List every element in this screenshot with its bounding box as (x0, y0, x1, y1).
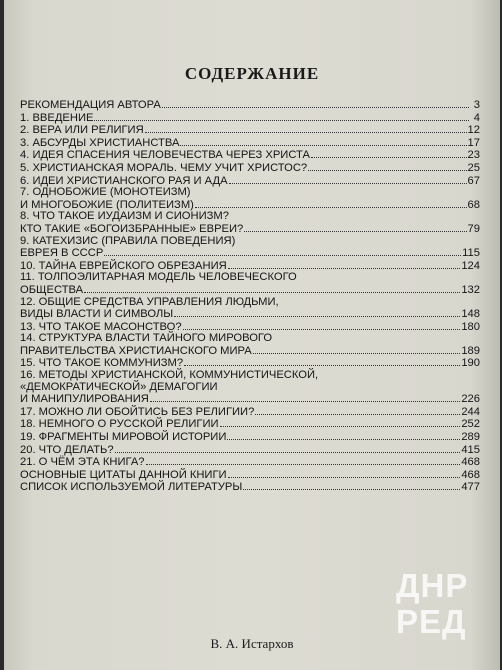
toc-entry-text: 16. МЕТОДЫ ХРИСТИАНСКОЙ, КОММУНИСТИЧЕСКОЙ, (20, 369, 319, 382)
toc-entry (20, 370, 480, 406)
toc-page-number: 415 (461, 443, 480, 456)
toc-page-number: 115 (462, 247, 480, 260)
toc-page-number: 180 (461, 320, 480, 333)
toc-page-number: 468 (461, 468, 480, 481)
dot-leader (94, 112, 469, 121)
toc-entry-text: РЕКОМЕНДАЦИЯ АВТОРА (20, 99, 161, 111)
toc-page-number: 252 (461, 418, 480, 431)
toc-entry-text: 10. ТАЙНА ЕВРЕЙСКОГО ОБРЕЗАНИЯ (20, 259, 227, 272)
toc-entry-text: 1. ВВЕДЕНИЕ (20, 111, 94, 124)
dot-leader (174, 308, 460, 317)
toc-entry-text: 5. ХРИСТИАНСКАЯ МОРАЛЬ. ЧЕМУ УЧИТ ХРИСТОС? (20, 161, 308, 174)
toc-entry-text: 12. ОБЩИЕ СРЕДСТВА УПРАВЛЕНИЯ ЛЮДЬМИ, (20, 295, 279, 308)
toc-entry-text: 6. ИДЕИ ХРИСТИАНСКОГО РАЯ И АДА (20, 174, 228, 187)
toc-entry (20, 406, 480, 419)
toc-entry-text: 9. КАТЕХИЗИС (ПРАВИЛА ПОВЕДЕНИЯ) (20, 234, 236, 247)
toc-entry (20, 236, 480, 260)
dot-leader (220, 418, 461, 427)
toc-entry-text: 4. ИДЕЯ СПАСЕНИЯ ЧЕЛОВЕЧЕСТВА ЧЕРЕЗ ХРИСТА (20, 149, 310, 162)
toc-entry-text: 11. ТОЛПОЭЛИТАРНАЯ МОДЕЛЬ ЧЕЛОВЕЧЕСКОГО (20, 271, 297, 284)
toc-entry-text: 20. ЧТО ДЕЛАТЬ? (20, 443, 114, 456)
toc-entry-text: ПРАВИТЕЛЬСТВА ХРИСТИАНСКОГО МИРА (20, 344, 252, 357)
toc-entry-text: ВИДЫ ВЛАСТИ И СИМВОЛЫ (20, 308, 174, 321)
toc-entry (20, 333, 480, 357)
toc-entry-text: 17. МОЖНО ЛИ ОБОЙТИСЬ БЕЗ РЕЛИГИИ? (20, 405, 255, 418)
toc-entry-text: 3. АБСУРДЫ ХРИСТИАНСТВА (20, 136, 180, 149)
toc-page-number: 68 (467, 198, 480, 211)
toc-page-number: 132 (461, 283, 480, 296)
author-name: В. А. Истархов (210, 636, 294, 651)
dot-leader (84, 284, 460, 293)
toc-entry (20, 137, 480, 150)
toc-page-number: 190 (461, 357, 480, 370)
toc-entry (20, 469, 480, 482)
toc-entry (20, 211, 480, 235)
toc-entry (20, 481, 480, 494)
toc-page-number: 148 (461, 308, 480, 321)
dot-leader (145, 124, 467, 133)
toc-entry (20, 187, 480, 211)
toc-page-number: 244 (461, 405, 480, 418)
toc-entry (20, 431, 480, 444)
toc-entry-text: «ДЕМОКРАТИЧЕСКОЙ» ДЕМАГОГИИ (20, 380, 218, 393)
dot-leader (150, 393, 460, 402)
toc-page-number: 12 (467, 124, 480, 137)
toc-page-number: 289 (461, 431, 480, 444)
toc-page-number: 3 (473, 99, 480, 111)
dot-leader (253, 345, 461, 354)
dot-leader (104, 247, 461, 256)
toc-entry (20, 112, 480, 125)
toc-entry-text: КТО ТАКИЕ «БОГОИЗБРАННЫЕ» ЕВРЕИ? (20, 222, 244, 235)
dot-leader (228, 469, 461, 478)
toc-page-number: 477 (461, 481, 480, 494)
toc-page-number: 4 (473, 111, 480, 124)
toc-page-number: 189 (461, 344, 480, 357)
dot-leader (180, 137, 466, 146)
toc-entry-text: 8. ЧТО ТАКОЕ ИУДАИЗМ И СИОНИЗМ? (20, 210, 229, 223)
toc-entry (20, 149, 480, 162)
book-page (4, 0, 500, 670)
toc-page-number: 23 (467, 149, 480, 162)
dot-leader (146, 456, 461, 465)
toc-entry-text: 14. СТРУКТУРА ВЛАСТИ ТАЙНОГО МИРОВОГО (20, 332, 273, 345)
toc-entry-text: СПИСОК ИСПОЛЬЗУЕМОЙ ЛИТЕРАТУРЫ (20, 481, 243, 494)
dot-leader (115, 444, 461, 453)
toc-entry-text: 21. О ЧЁМ ЭТА КНИГА? (20, 456, 145, 469)
page-title: СОДЕРЖАНИЕ (184, 64, 320, 83)
toc-entry-text: 2. ВЕРА ИЛИ РЕЛИГИЯ (20, 124, 144, 137)
dot-leader (229, 175, 467, 184)
dot-leader (184, 357, 460, 366)
toc-entry-text: И МНОГОБОЖИЕ (ПОЛИТЕИЗМ) (20, 198, 194, 211)
dot-leader (183, 321, 461, 330)
toc-page-number: 17 (467, 136, 480, 149)
dot-leader (243, 481, 460, 490)
toc-entry (20, 272, 480, 296)
watermark-logo (396, 568, 500, 650)
toc-entry-text: 15. ЧТО ТАКОЕ КОММУНИЗМ? (20, 357, 184, 370)
toc-page-number: 468 (461, 456, 480, 469)
dot-leader (227, 431, 460, 440)
toc-entry-text: ОСНОВНЫЕ ЦИТАТЫ ДАННОЙ КНИГИ (20, 468, 227, 481)
toc-entry (20, 456, 480, 469)
dot-leader (255, 406, 460, 415)
dot-leader (228, 260, 461, 269)
dot-leader (195, 199, 467, 208)
toc-entry-text: 7. ОДНОБОЖИЕ (МОНОТЕИЗМ) (20, 186, 191, 199)
toc-entry (20, 124, 480, 137)
dot-leader (244, 223, 466, 232)
dot-leader (162, 99, 469, 108)
watermark-line-2: РЕД (396, 603, 467, 640)
dot-leader (308, 162, 466, 171)
dot-leader (311, 149, 467, 158)
toc-page-number: 67 (467, 174, 480, 187)
toc-page-number: 124 (461, 259, 480, 272)
toc-entry-text: И МАНИПУЛИРОВАНИЯ (20, 393, 149, 406)
toc-entry (20, 444, 480, 457)
toc-entry-text: 19. ФРАГМЕНТЫ МИРОВОЙ ИСТОРИИ (20, 431, 227, 444)
toc-entry-text: 18. НЕМНОГО О РУССКОЙ РЕЛИГИИ (20, 418, 219, 431)
toc-entry (20, 162, 480, 175)
toc-page-number: 25 (467, 161, 480, 174)
toc-entry-text: ЕВРЕЯ В СССР (20, 247, 104, 260)
toc-page-number: 79 (467, 222, 480, 235)
toc-entry (20, 99, 480, 112)
toc-entry (20, 297, 480, 321)
toc-entry-text: ОБЩЕСТВА (20, 283, 84, 296)
toc-page-number: 226 (461, 393, 480, 406)
toc-entry-text: 13. ЧТО ТАКОЕ МАСОНСТВО? (20, 320, 182, 333)
table-of-contents (20, 99, 480, 494)
toc-entry (20, 418, 480, 431)
watermark-line-1: ДНР (396, 567, 469, 604)
